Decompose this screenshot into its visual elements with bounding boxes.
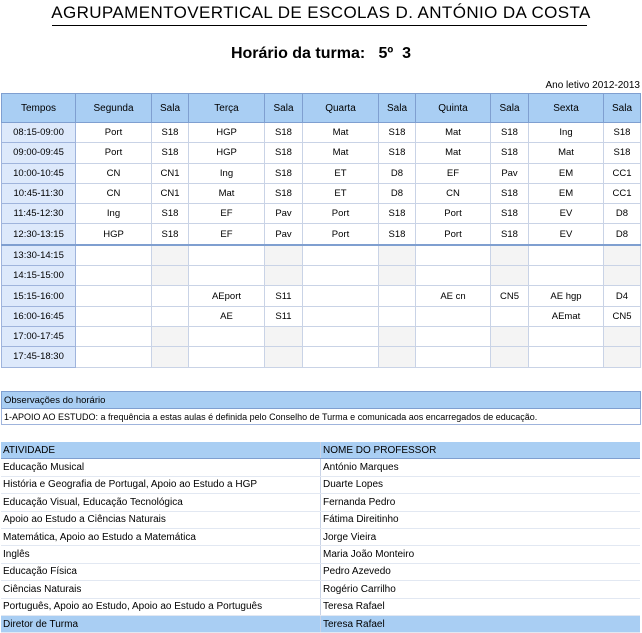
room-cell: S18 bbox=[491, 204, 529, 224]
room-cell: D4 bbox=[604, 286, 641, 306]
subject-cell: Port bbox=[303, 224, 379, 245]
room-cell: CN5 bbox=[491, 286, 529, 306]
activity-cell: Matemática, Apoio ao Estudo a Matemática bbox=[1, 528, 321, 545]
room-cell: S18 bbox=[491, 183, 529, 203]
activity-cell: Português, Apoio ao Estudo, Apoio ao Estudo a Português bbox=[1, 598, 321, 615]
room-cell: Pav bbox=[491, 163, 529, 183]
room-cell: CC1 bbox=[604, 163, 641, 183]
teacher-cell: Rogério Carrilho bbox=[321, 581, 641, 598]
observations-text: 1-APOIO AO ESTUDO: a frequência a estas aulas é definida pelo Conselho de Turma e comunicada aos encarregados de educação. bbox=[1, 409, 641, 425]
time-slot: 11:45-12:30 bbox=[2, 204, 76, 224]
subject-cell: Port bbox=[416, 204, 491, 224]
schedule-header-cell: Sala bbox=[379, 94, 416, 123]
subject-cell: Mat bbox=[189, 183, 265, 203]
room-cell: Pav bbox=[265, 204, 303, 224]
room-cell bbox=[265, 245, 303, 266]
schedule-row bbox=[2, 224, 641, 245]
time-slot: 17:45-18:30 bbox=[2, 347, 76, 367]
subject-cell: HGP bbox=[189, 123, 265, 143]
subject-cell bbox=[529, 245, 604, 266]
room-cell: S18 bbox=[265, 183, 303, 203]
time-slot: 17:00-17:45 bbox=[2, 326, 76, 346]
subject-cell: Port bbox=[416, 224, 491, 245]
room-cell bbox=[265, 347, 303, 367]
room-cell bbox=[379, 286, 416, 306]
teacher-row bbox=[1, 581, 640, 598]
subject-cell bbox=[189, 326, 265, 346]
teacher-cell: Jorge Vieira bbox=[321, 528, 641, 545]
subject-cell bbox=[529, 266, 604, 286]
teacher-cell: Duarte Lopes bbox=[321, 476, 641, 493]
schedule-row bbox=[2, 326, 641, 346]
teachers-table bbox=[1, 442, 640, 633]
subject-cell bbox=[303, 326, 379, 346]
subject-cell bbox=[76, 347, 152, 367]
time-slot: 10:00-10:45 bbox=[2, 163, 76, 183]
room-cell: D8 bbox=[604, 224, 641, 245]
subject-cell bbox=[76, 266, 152, 286]
room-cell bbox=[379, 347, 416, 367]
subject-cell bbox=[303, 286, 379, 306]
schedule-header-cell: Quinta bbox=[416, 94, 491, 123]
subject-cell: EF bbox=[189, 224, 265, 245]
room-cell: CN1 bbox=[152, 163, 189, 183]
room-cell bbox=[491, 245, 529, 266]
activity-cell: Inglês bbox=[1, 546, 321, 563]
time-slot: 08:15-09:00 bbox=[2, 123, 76, 143]
subject-cell: EF bbox=[189, 204, 265, 224]
room-cell bbox=[152, 266, 189, 286]
activity-cell: História e Geografia de Portugal, Apoio ao Estudo a HGP bbox=[1, 476, 321, 493]
room-cell: S11 bbox=[265, 286, 303, 306]
room-cell bbox=[265, 326, 303, 346]
teacher-row bbox=[1, 546, 640, 563]
teachers-header-row bbox=[1, 442, 640, 459]
teacher-row bbox=[1, 598, 640, 615]
subject-cell bbox=[529, 326, 604, 346]
room-cell: S18 bbox=[152, 143, 189, 163]
observations-title: Observações do horário bbox=[1, 391, 641, 409]
time-slot: 14:15-15:00 bbox=[2, 266, 76, 286]
activity-cell: ATIVIDADE bbox=[1, 442, 321, 459]
teacher-cell: Fátima Direitinho bbox=[321, 511, 641, 528]
subject-cell: EM bbox=[529, 183, 604, 203]
schedule-row bbox=[2, 183, 641, 203]
room-cell bbox=[491, 306, 529, 326]
subject-cell: HGP bbox=[76, 224, 152, 245]
schedule-row bbox=[2, 347, 641, 367]
room-cell: S18 bbox=[491, 123, 529, 143]
subject-cell: HGP bbox=[189, 143, 265, 163]
subject-cell bbox=[416, 306, 491, 326]
schedule-header-cell: Quarta bbox=[303, 94, 379, 123]
teacher-row bbox=[1, 528, 640, 545]
subject-cell: Ing bbox=[189, 163, 265, 183]
teacher-cell: Fernanda Pedro bbox=[321, 494, 641, 511]
room-cell: S18 bbox=[265, 143, 303, 163]
schedule-row bbox=[2, 123, 641, 143]
room-cell: S18 bbox=[604, 123, 641, 143]
teacher-row bbox=[1, 494, 640, 511]
subject-cell: Mat bbox=[303, 143, 379, 163]
room-cell: S18 bbox=[491, 224, 529, 245]
activity-cell: Apoio ao Estudo a Ciências Naturais bbox=[1, 511, 321, 528]
subject-cell: Mat bbox=[416, 123, 491, 143]
subject-cell: Mat bbox=[303, 123, 379, 143]
subject-cell: ET bbox=[303, 183, 379, 203]
activity-cell: Ciências Naturais bbox=[1, 581, 321, 598]
subject-cell: Mat bbox=[529, 143, 604, 163]
room-cell bbox=[604, 266, 641, 286]
room-cell bbox=[604, 245, 641, 266]
time-slot: 16:00-16:45 bbox=[2, 306, 76, 326]
subject-cell: Port bbox=[303, 204, 379, 224]
schedule-header-cell: Sala bbox=[152, 94, 189, 123]
room-cell: S18 bbox=[604, 143, 641, 163]
room-cell bbox=[491, 266, 529, 286]
teacher-cell: Maria João Monteiro bbox=[321, 546, 641, 563]
room-cell: CN5 bbox=[604, 306, 641, 326]
activity-cell: Educação Musical bbox=[1, 459, 321, 476]
activity-cell: Diretor de Turma bbox=[1, 615, 321, 632]
subject-cell: EV bbox=[529, 204, 604, 224]
room-cell: S18 bbox=[379, 204, 416, 224]
time-slot: 10:45-11:30 bbox=[2, 183, 76, 203]
teacher-cell: NOME DO PROFESSOR bbox=[321, 442, 641, 459]
schedule-header-cell: Segunda bbox=[76, 94, 152, 123]
room-cell: Pav bbox=[265, 224, 303, 245]
activity-cell: Educação Visual, Educação Tecnológica bbox=[1, 494, 321, 511]
subject-cell bbox=[76, 286, 152, 306]
teacher-cell: Teresa Rafael bbox=[321, 598, 641, 615]
room-cell: S18 bbox=[265, 163, 303, 183]
room-cell: S18 bbox=[152, 204, 189, 224]
subject-cell: EV bbox=[529, 224, 604, 245]
observations-box bbox=[1, 391, 641, 425]
room-cell bbox=[152, 306, 189, 326]
room-cell: S11 bbox=[265, 306, 303, 326]
school-year: Ano letivo 2012-2013 bbox=[545, 80, 640, 91]
schedule-row bbox=[2, 204, 641, 224]
schedule-header-cell: Terça bbox=[189, 94, 265, 123]
schedule-header-cell: Tempos bbox=[2, 94, 76, 123]
schedule-row bbox=[2, 306, 641, 326]
schedule-header-cell: Sala bbox=[265, 94, 303, 123]
subject-cell bbox=[303, 306, 379, 326]
teacher-row bbox=[1, 563, 640, 580]
school-name: AGRUPAMENTOVERTICAL DE ESCOLAS D. ANTÓNIO DA COSTA bbox=[51, 3, 591, 22]
teacher-cell: Pedro Azevedo bbox=[321, 563, 641, 580]
room-cell: S18 bbox=[379, 224, 416, 245]
room-cell bbox=[491, 326, 529, 346]
subject-cell bbox=[416, 326, 491, 346]
subject-cell: CN bbox=[76, 163, 152, 183]
schedule-header-cell: Sexta bbox=[529, 94, 604, 123]
time-slot: 15:15-16:00 bbox=[2, 286, 76, 306]
room-cell bbox=[152, 326, 189, 346]
room-cell: CN1 bbox=[152, 183, 189, 203]
room-cell bbox=[604, 347, 641, 367]
turma-value: 5º 3 bbox=[378, 45, 412, 62]
class-director-row bbox=[1, 615, 640, 632]
time-slot: 09:00-09:45 bbox=[2, 143, 76, 163]
subject-cell: AE bbox=[189, 306, 265, 326]
subject-cell bbox=[189, 266, 265, 286]
time-slot: 12:30-13:15 bbox=[2, 224, 76, 245]
subject-cell bbox=[303, 347, 379, 367]
subject-cell bbox=[529, 347, 604, 367]
subject-cell bbox=[303, 266, 379, 286]
teacher-row bbox=[1, 459, 640, 476]
subject-cell: Mat bbox=[416, 143, 491, 163]
room-cell: S18 bbox=[379, 143, 416, 163]
room-cell bbox=[604, 326, 641, 346]
room-cell: S18 bbox=[379, 123, 416, 143]
title-label: Horário da turma: bbox=[230, 45, 366, 62]
subject-cell: Ing bbox=[529, 123, 604, 143]
subject-cell: AEmat bbox=[529, 306, 604, 326]
schedule-table bbox=[1, 93, 641, 368]
schedule-header-row bbox=[2, 94, 641, 123]
subject-cell bbox=[189, 347, 265, 367]
subject-cell: CN bbox=[416, 183, 491, 203]
room-cell bbox=[379, 266, 416, 286]
page-title bbox=[0, 45, 642, 63]
subject-cell bbox=[189, 245, 265, 266]
room-cell bbox=[152, 245, 189, 266]
room-cell: D8 bbox=[604, 204, 641, 224]
teacher-cell: António Marques bbox=[321, 459, 641, 476]
schedule-header-cell: Sala bbox=[604, 94, 641, 123]
schedule-row bbox=[2, 266, 641, 286]
subject-cell bbox=[416, 266, 491, 286]
room-cell bbox=[379, 326, 416, 346]
room-cell bbox=[152, 286, 189, 306]
subject-cell bbox=[416, 245, 491, 266]
subject-cell: AE hgp bbox=[529, 286, 604, 306]
room-cell: S18 bbox=[265, 123, 303, 143]
subject-cell: EF bbox=[416, 163, 491, 183]
teacher-cell: Teresa Rafael bbox=[321, 615, 641, 632]
subject-cell bbox=[76, 306, 152, 326]
header-underline bbox=[52, 25, 587, 26]
subject-cell: ET bbox=[303, 163, 379, 183]
schedule-row bbox=[2, 245, 641, 266]
subject-cell bbox=[76, 245, 152, 266]
room-cell: CC1 bbox=[604, 183, 641, 203]
schedule-row bbox=[2, 163, 641, 183]
time-slot: 13:30-14:15 bbox=[2, 245, 76, 266]
subject-cell: Ing bbox=[76, 204, 152, 224]
room-cell bbox=[491, 347, 529, 367]
schedule-row bbox=[2, 143, 641, 163]
subject-cell bbox=[76, 326, 152, 346]
schedule-header-cell: Sala bbox=[491, 94, 529, 123]
schedule-row bbox=[2, 286, 641, 306]
room-cell: S18 bbox=[491, 143, 529, 163]
room-cell: S18 bbox=[152, 123, 189, 143]
teacher-row bbox=[1, 476, 640, 493]
room-cell bbox=[265, 266, 303, 286]
room-cell bbox=[379, 306, 416, 326]
subject-cell: Port bbox=[76, 143, 152, 163]
subject-cell: EM bbox=[529, 163, 604, 183]
subject-cell: AEport bbox=[189, 286, 265, 306]
room-cell bbox=[152, 347, 189, 367]
room-cell: D8 bbox=[379, 183, 416, 203]
subject-cell bbox=[303, 245, 379, 266]
activity-cell: Educação Física bbox=[1, 563, 321, 580]
room-cell: D8 bbox=[379, 163, 416, 183]
room-cell: S18 bbox=[152, 224, 189, 245]
subject-cell: Port bbox=[76, 123, 152, 143]
subject-cell: AE cn bbox=[416, 286, 491, 306]
subject-cell: CN bbox=[76, 183, 152, 203]
room-cell bbox=[379, 245, 416, 266]
teacher-row bbox=[1, 511, 640, 528]
subject-cell bbox=[416, 347, 491, 367]
